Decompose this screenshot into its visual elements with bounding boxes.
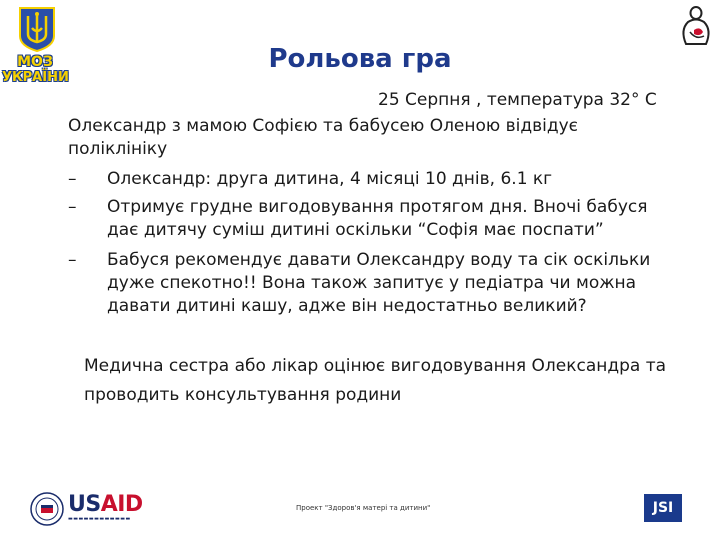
bullet-item xyxy=(68,196,668,242)
bullet-dash: – xyxy=(68,197,77,217)
slide-title: Рольова гра xyxy=(268,44,452,74)
bullet-text: Отримує грудне вигодовування протягом дня. Вночі бабуся дає дитячу суміш дитині оскільки “Софія має поспати” xyxy=(107,197,648,240)
usaid-word-us: US xyxy=(68,492,101,517)
bullet-item xyxy=(68,249,668,318)
footer-project-text: Проект "Здоров'я матері та дитини" xyxy=(296,504,431,512)
bullet-text: Бабуся рекомендує давати Олександру воду та сік оскільки дуже спекотно!! Вона також запитує у педіатра чи можна давати дитині кашу, адже він недостатньо великий? xyxy=(107,250,651,316)
closing-paragraph: Медична сестра або лікар оцінює вигодовування Олександра та проводить консультування родини xyxy=(84,356,667,405)
moz-logo-line1: МОЗ xyxy=(17,54,53,70)
usaid-word-aid: AID xyxy=(100,492,143,517)
bullet-dash: – xyxy=(68,169,77,189)
intro-paragraph: Олександр з мамою Софією та бабусею Оленою відвідує поліклініку xyxy=(68,116,579,159)
bullet-item xyxy=(68,168,668,191)
jsi-logo: JSI xyxy=(644,494,682,522)
mother-child-logo-icon xyxy=(676,4,716,48)
usaid-seal-icon xyxy=(30,492,64,526)
moz-logo-line2: УКРАЇНИ xyxy=(2,70,69,85)
date-temperature-line: 25 Серпня , температура 32° С xyxy=(378,90,657,110)
bullet-text: Олександр: друга дитина, 4 місяці 10 днів, 6.1 кг xyxy=(107,169,553,189)
usaid-logo xyxy=(30,492,148,526)
usaid-tagline: ▬▬▬▬▬▬▬▬▬▬▬▬ xyxy=(68,516,131,522)
usaid-wordmark xyxy=(68,492,143,517)
bullet-dash: – xyxy=(68,250,77,270)
